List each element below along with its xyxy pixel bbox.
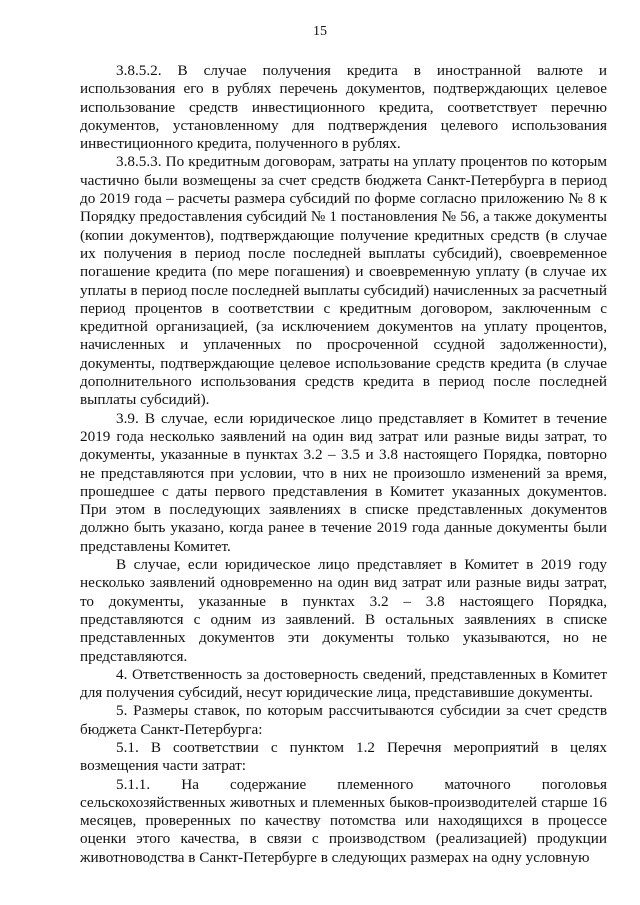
paragraph-5: 5. Размеры ставок, по которым рассчитываются субсидии за счет средств бюджета Санкт-Петербурга: xyxy=(80,702,607,738)
paragraph-5-1: 5.1. В соответствии с пунктом 1.2 Перечня мероприятий в целях возмещения части затрат: xyxy=(80,738,607,775)
paragraph-3-9: 3.9. В случае, если юридическое лицо представляет в Комитет в течение 2019 года несколько заявлений на один вид затрат или разные виды затрат, то документы, указанные в пунктах 3.2 – 3.5 и 3.8 настоящего Порядка, повторно не представляются при условии, что в них не произошло изменений за время, прошедшее с даты первого представления в Комитет указанных документов. При этом в последующих заявлениях в списке представленных документов должно быть указано, когда ранее в течение 2019 года данные документы были представлены Комитет. xyxy=(80,409,607,555)
document-body xyxy=(80,62,607,867)
paragraph-3-8-5-2: 3.8.5.2. В случае получения кредита в иностранной валюте и использования его в рублях перечень документов, подтверждающих целевое использование средств инвестиционного кредита, соответствует перечню документов, установленному для подтверждения целевого использования инвестиционного кредита, полученного в рублях. xyxy=(80,62,607,153)
paragraph-3-8-5-3: 3.8.5.3. По кредитным договорам, затраты на уплату процентов по которым частично были возмещены за счет средств бюджета Санкт-Петербурга в период до 2019 года – расчеты размера субсидий по форме согласно приложению № 8 к Порядку предоставления субсидий № 1 постановления № 56, а также документы (копии документов), подтверждающие получение кредитных средств (в случае их получения в период после последней выплаты субсидий), своевременное погашение кредита (по мере погашения) и своевременную уплату (в случае их уплаты в период после последней выплаты субсидий) начисленных за расчетный период процентов в соответствии с кредитным договором, заключенным с кредитной организацией, (за исключением документов на уплату процентов, начисленных и уплаченных по просроченной ссудной задолженности), документы, подтверждающие целевое использование средств кредита (в случае дополнительного использования средств кредита в период после последней выплаты субсидий). xyxy=(80,153,607,409)
paragraph-3-9-continued: В случае, если юридическое лицо представляет в Комитет в 2019 году несколько заявлений одновременно на один вид затрат или разные виды затрат, то документы, указанные в пунктах 3.2 – 3.8 настоящего Порядка, представляются с одним из заявлений. В остальных заявлениях в списке представленных документов эти документы только указываются, но не представляются. xyxy=(80,556,607,665)
paragraph-4: 4. Ответственность за достоверность сведений, представленных в Комитет для получения субсидий, несут юридические лица, представившие документы. xyxy=(80,665,607,702)
page-number: 15 xyxy=(313,24,327,39)
paragraph-5-1-1: 5.1.1. На содержание племенного маточного поголовья сельскохозяйственных животных и племенных быков-производителей старше 16 месяцев, проверенных по качеству потомства или находящихся в процессе оценки этого качества, в связи с производством (реализацией) продукции животноводства в Санкт-Петербурге в следующих размерах на одну условную xyxy=(80,775,607,866)
